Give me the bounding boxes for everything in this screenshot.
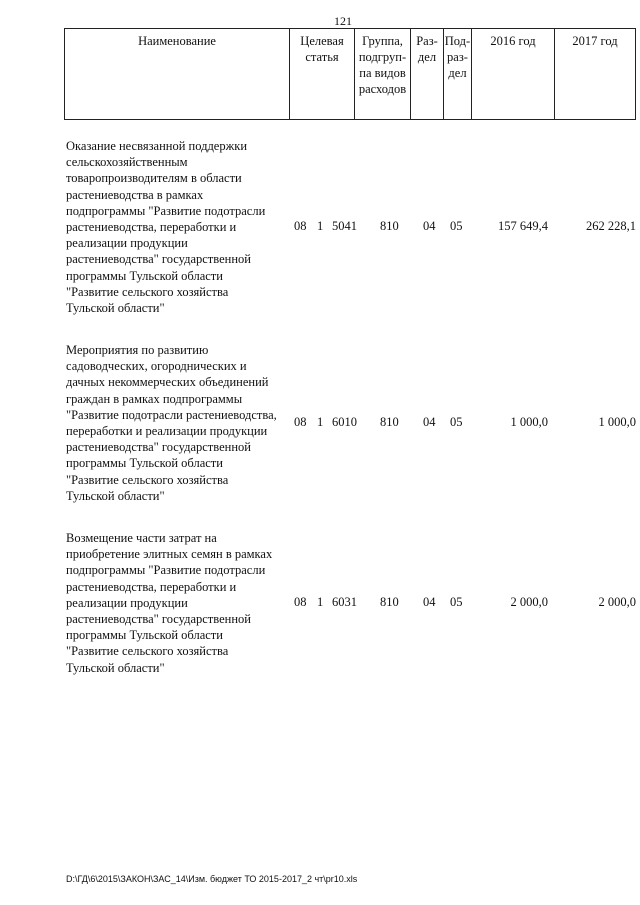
row-name-line: растениеводства, переработки и — [66, 220, 237, 235]
table-row — [66, 530, 636, 680]
code-subprogram: 1 — [317, 219, 324, 233]
header-group-line: па видов — [359, 66, 406, 80]
group-code: 810 — [380, 415, 399, 429]
header-subsection-line: дел — [448, 66, 467, 80]
code-subprogram: 1 — [317, 415, 324, 429]
row-name-line: растениеводства в рамках — [66, 187, 204, 202]
row-name-line: Возмещение части затрат на — [66, 531, 217, 545]
header-group — [354, 29, 410, 119]
row-name-line: программы Тульской области — [66, 268, 223, 283]
row-name-line: "Развитие сельского хозяйства — [66, 284, 229, 299]
row-name-line: реализации продукции — [66, 236, 188, 251]
table-row — [66, 342, 636, 507]
subsection-code: 05 — [450, 219, 463, 233]
row-name-line: граждан в рамках подпрограммы — [66, 391, 243, 406]
code-subprogram: 1 — [317, 595, 324, 609]
amount-2016: 2 000,0 — [510, 595, 548, 609]
row-name-line: растениеводства" государственной — [66, 612, 251, 627]
row-name-line: программы Тульской области — [66, 628, 223, 643]
section-code: 04 — [423, 415, 436, 429]
amount-2017: 262 228,1 — [586, 219, 636, 233]
row-name-line: программы Тульской области — [66, 456, 223, 471]
row-name-line: "Развитие подотрасли растениеводства, — [66, 407, 277, 422]
row-name-line: растениеводства" государственной — [66, 252, 251, 267]
row-name-line: приобретение элитных семян в рамках — [66, 547, 273, 562]
group-code: 810 — [380, 595, 399, 609]
row-name-line: товаропроизводителям в области — [66, 171, 242, 186]
code-direction: 5041 — [332, 219, 357, 233]
row-name-line: переработки и реализации продукции — [66, 424, 268, 439]
subsection-code: 05 — [450, 595, 463, 609]
header-year-2017-text: 2017 год — [572, 34, 618, 48]
row-name-line: реализации продукции — [66, 595, 188, 610]
header-year-2016-text: 2016 год — [490, 34, 536, 48]
file-path-footer: D:\ГД\6\2015\ЗАКОН\ЗАС_14\Изм. бюджет ТО 2015-2017_2 чт\pr10.xls — [66, 874, 358, 884]
header-name-text: Наименование — [138, 34, 216, 48]
row-name-line: подпрограммы "Развитие подотрасли — [66, 563, 266, 578]
code-program: 08 — [294, 219, 307, 233]
section-code: 04 — [423, 595, 436, 609]
page-number: 121 — [334, 14, 352, 28]
header-group-line: подгруп- — [358, 50, 407, 64]
row-name — [66, 138, 290, 316]
row-name-line: Тульской области" — [66, 301, 165, 316]
row-name-line: растениеводства" государственной — [66, 440, 251, 455]
amount-2017: 1 000,0 — [598, 415, 636, 429]
header-year-2016 — [471, 29, 554, 119]
amount-2017: 2 000,0 — [598, 595, 636, 609]
row-name-line: Оказание несвязанной поддержки — [66, 139, 248, 153]
row-name — [66, 342, 290, 504]
table-row — [66, 138, 636, 318]
row-name-line: "Развитие сельского хозяйства — [66, 644, 229, 659]
amount-2016: 157 649,4 — [498, 219, 548, 233]
code-program: 08 — [294, 415, 307, 429]
row-name-line: сельскохозяйственным — [66, 155, 188, 170]
code-program: 08 — [294, 595, 307, 609]
header-target-article-line: Целевая — [300, 34, 344, 48]
header-target-article-line: статья — [305, 50, 339, 64]
header-year-2017 — [554, 29, 635, 119]
section-code: 04 — [423, 219, 436, 233]
row-name-line: растениеводства, переработки и — [66, 579, 237, 594]
row-name — [66, 530, 290, 676]
header-section-line: Раз- — [416, 34, 438, 48]
row-name-line: дачных некоммерческих объединений — [66, 375, 269, 390]
header-subsection — [443, 29, 471, 119]
row-name-line: Тульской области" — [66, 660, 165, 675]
header-group-line: расходов — [358, 82, 407, 96]
header-section-line: дел — [417, 50, 437, 64]
amount-2016: 1 000,0 — [510, 415, 548, 429]
header-subsection-line: Под- — [444, 34, 471, 48]
table-header — [64, 28, 636, 120]
header-section — [410, 29, 443, 119]
header-name — [65, 29, 289, 119]
header-target-article — [289, 29, 354, 119]
group-code: 810 — [380, 219, 399, 233]
subsection-code: 05 — [450, 415, 463, 429]
code-direction: 6010 — [332, 415, 357, 429]
row-name-line: Тульской области" — [66, 488, 165, 503]
row-name-line: садоводческих, огороднических и — [66, 359, 247, 374]
row-name-line: Мероприятия по развитию — [66, 343, 209, 357]
row-name-line: подпрограммы "Развитие подотрасли — [66, 203, 266, 218]
header-subsection-line: раз- — [447, 50, 468, 64]
header-group-line: Группа, — [362, 34, 403, 48]
code-direction: 6031 — [332, 595, 357, 609]
row-name-line: "Развитие сельского хозяйства — [66, 472, 229, 487]
